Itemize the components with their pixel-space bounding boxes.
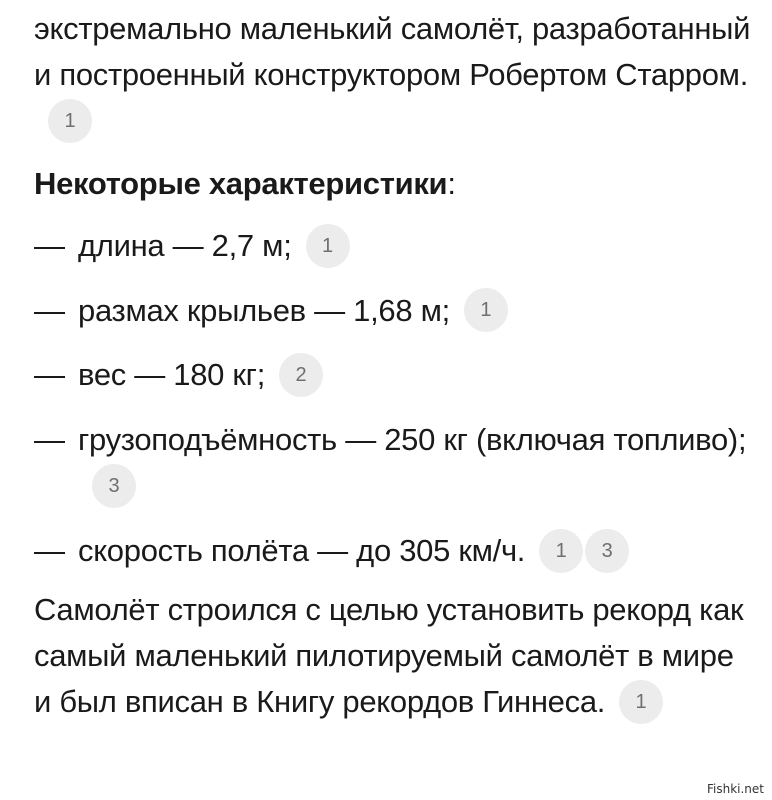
citation-badge[interactable]: 1: [464, 288, 508, 332]
spec-text: размах крыльев — 1,68 м;: [78, 292, 450, 328]
citation-badge[interactable]: 3: [92, 464, 136, 508]
citation-badge[interactable]: 1: [48, 99, 92, 143]
spec-item-payload: [34, 417, 754, 510]
list-dash: —: [34, 357, 65, 393]
spec-text: вес — 180 кг;: [78, 357, 266, 393]
spec-item-speed: [34, 528, 754, 575]
citation-badge[interactable]: 2: [279, 353, 323, 397]
watermark: Fishki.net: [706, 782, 764, 796]
article-body: [34, 6, 754, 726]
spec-item-length: [34, 223, 754, 270]
citation-badge[interactable]: 3: [585, 529, 629, 573]
list-dash: —: [34, 227, 65, 263]
intro-paragraph: [34, 6, 754, 145]
outro-paragraph: [34, 587, 754, 726]
citation-badge[interactable]: 1: [619, 680, 663, 724]
spec-text: длина — 2,7 м;: [78, 227, 292, 263]
specs-heading: [34, 161, 754, 207]
citation-badge[interactable]: 1: [306, 224, 350, 268]
spec-item-weight: [34, 352, 754, 399]
specs-heading-colon: :: [447, 165, 456, 201]
intro-text: экстремально маленький самолёт, разработанный и построенный конструктором Робертом Старром.: [34, 11, 751, 92]
list-dash: —: [34, 422, 65, 458]
spec-item-wingspan: [34, 288, 754, 335]
specs-list: [34, 223, 754, 575]
spec-text: грузоподъёмность — 250 кг (включая топливо);: [78, 422, 747, 458]
citation-badge[interactable]: 1: [539, 529, 583, 573]
outro-text: Самолёт строился с целью установить рекорд как самый маленький пилотируемый самолёт в мире и был вписан в Книгу рекордов Гиннеса.: [34, 591, 744, 719]
specs-heading-text: Некоторые характеристики: [34, 165, 448, 201]
list-dash: —: [34, 533, 65, 569]
list-dash: —: [34, 292, 65, 328]
spec-text: скорость полёта — до 305 км/ч.: [78, 533, 526, 569]
